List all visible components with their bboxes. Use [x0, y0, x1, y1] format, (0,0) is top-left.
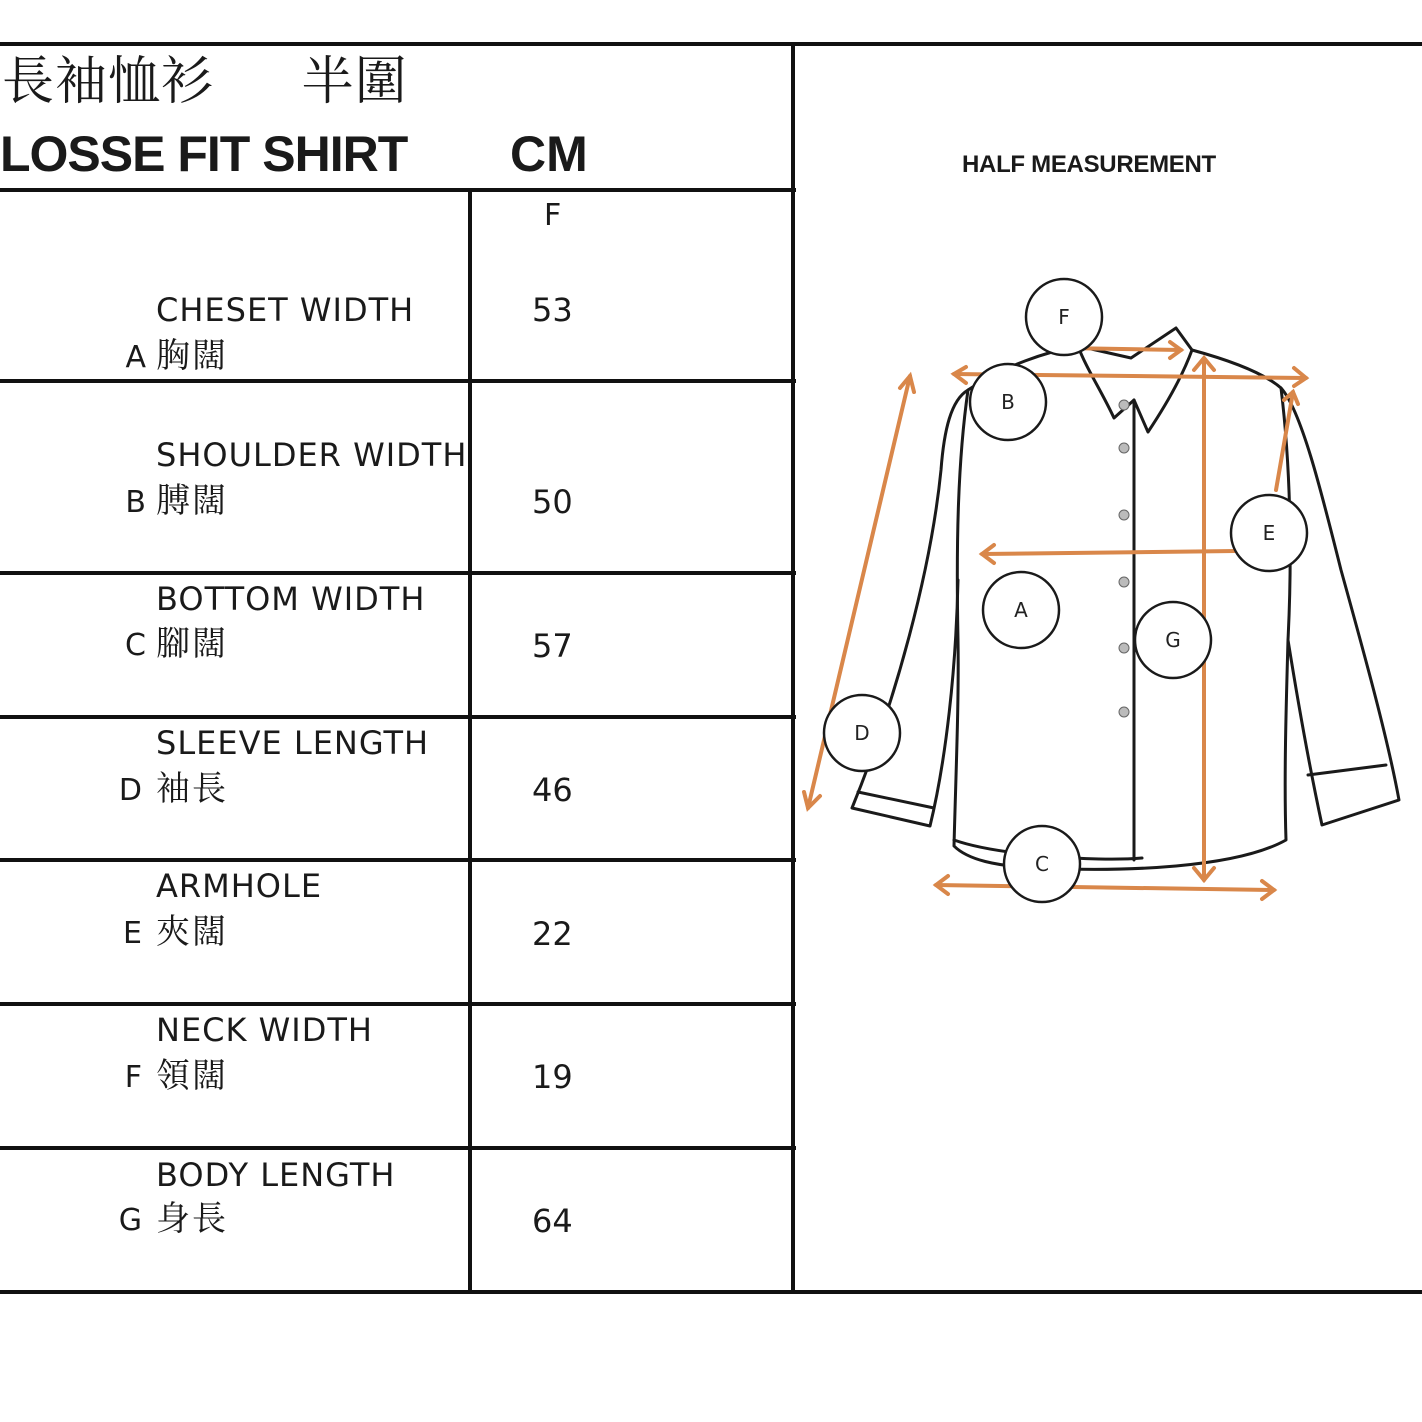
measure-name-cn: 領闊 [156, 1056, 228, 1096]
measure-value: 57 [532, 627, 573, 665]
row-divider-c [0, 715, 796, 719]
measure-name-en: BOTTOM WIDTH [156, 580, 426, 618]
measure-name-en: ARMHOLE [156, 867, 323, 905]
measure-value: 53 [532, 291, 573, 329]
measure-value: 19 [532, 1058, 573, 1096]
marker-d: D [854, 721, 870, 745]
marker-c: C [1035, 852, 1049, 876]
unit-label: CM [510, 126, 588, 182]
measure-value: 46 [532, 771, 573, 809]
measure-name-cn: 腳闊 [156, 624, 228, 664]
measure-name-en: SHOULDER WIDTH [156, 436, 468, 474]
measure-code: E [123, 916, 142, 951]
measure-code: G [118, 1203, 142, 1238]
title-english: LOSSE FIT SHIRT [0, 126, 408, 182]
buttons [1119, 400, 1129, 717]
size-column-header: F [544, 198, 562, 233]
bottom-border [0, 1290, 1422, 1294]
measure-name-cn: 夾闊 [156, 912, 228, 952]
measure-code: A [125, 340, 146, 375]
row-divider-b [0, 571, 796, 575]
measure-name-en: SLEEVE LENGTH [156, 724, 430, 762]
marker-g: G [1165, 628, 1181, 652]
measure-name-cn: 胸闊 [156, 336, 228, 376]
marker-b: B [1001, 390, 1015, 414]
measure-value: 50 [532, 483, 573, 521]
row-divider-a [0, 379, 796, 383]
row-divider-e [0, 1002, 796, 1006]
top-border [0, 42, 1422, 46]
measure-name-en: BODY LENGTH [156, 1156, 396, 1194]
marker-e: E [1262, 521, 1276, 545]
table-diagram-divider [791, 42, 795, 1294]
measure-name-en: NECK WIDTH [156, 1011, 373, 1049]
marker-circles [824, 279, 1307, 902]
diagram-title: HALF MEASUREMENT [962, 151, 1216, 178]
marker-a: A [1014, 598, 1028, 622]
measure-code: C [125, 628, 146, 663]
row-divider-d [0, 858, 796, 862]
measure-name-en: CHESET WIDTH [156, 291, 415, 329]
label-value-divider [468, 188, 472, 1294]
header-divider [0, 188, 796, 192]
measure-name-cn: 身長 [156, 1199, 228, 1239]
measure-name-cn: 膊闊 [156, 481, 228, 521]
measure-value: 64 [532, 1202, 573, 1240]
title-chinese: 長袖恤衫 半圍 [2, 52, 408, 112]
measure-name-cn: 袖長 [156, 769, 228, 809]
marker-f: F [1058, 305, 1070, 329]
measure-code: F [124, 1060, 142, 1095]
measure-code: B [125, 485, 146, 520]
shirt-diagram [796, 240, 1416, 940]
row-divider-f [0, 1146, 796, 1150]
measure-value: 22 [532, 915, 573, 953]
measure-code: D [118, 773, 142, 808]
